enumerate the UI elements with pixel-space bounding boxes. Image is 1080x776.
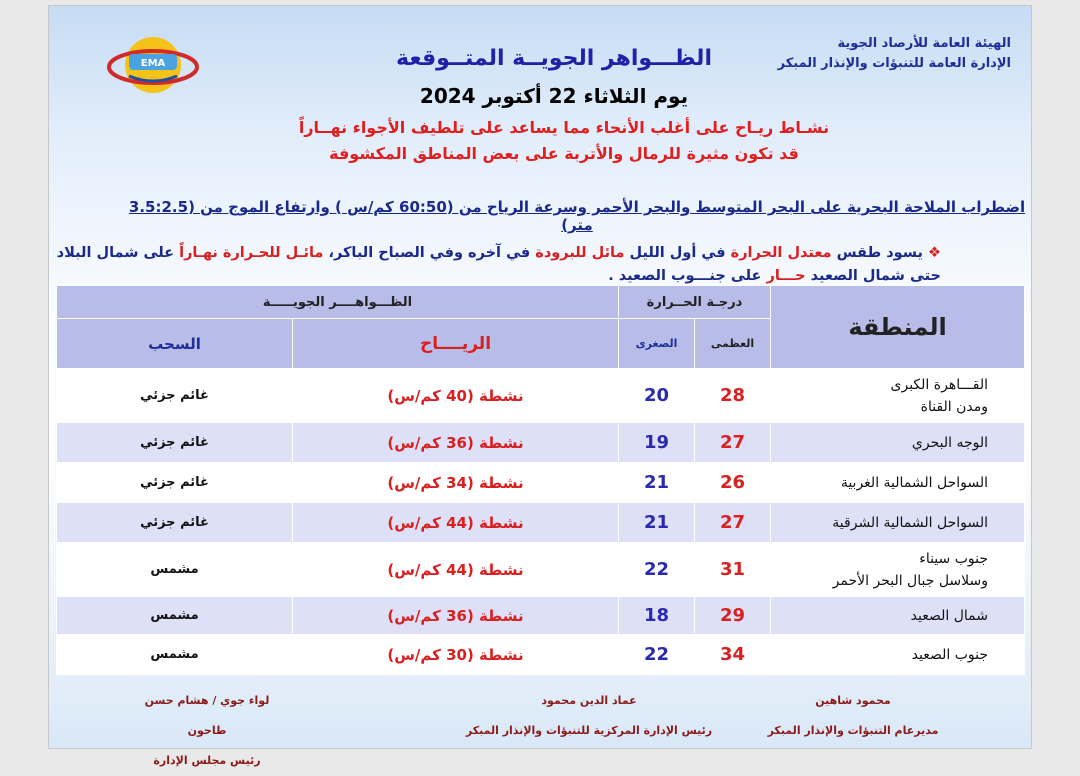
region-cell: شمال الصعيد [771,597,1025,635]
summary-part: على شمال البلاد [56,245,175,261]
forecast-table [56,285,1025,675]
cloud-cell: مشمس [57,597,293,635]
summary-highlight: مائل للبرودة [535,245,625,261]
summary-part: حتى شمال الصعيد [810,268,941,284]
wind-header: الريــــاح [293,319,619,369]
summary-part: على جنـــوب الصعيد . [608,268,762,284]
table-row [57,503,1025,543]
org-line-2: الإدارة العامة للتنبؤات والإنذار المبكر [777,56,1011,71]
cloud-cell: غائم جزئي [57,503,293,543]
table-row [57,635,1025,675]
signature-2 [439,686,739,746]
signature-position: مديرعام التنبؤات والإنذار المبكر [767,724,939,737]
ema-logo-icon [107,34,199,96]
wind-cell: نشطة (36 كم/س) [293,597,619,635]
max-temp-cell: 29 [695,597,771,635]
cloud-cell: غائم جزئي [57,423,293,463]
cloud-header: السحب [57,319,293,369]
max-temp-cell: 28 [695,369,771,423]
signature-position: رئيس مجلس الإدارة [153,754,261,767]
min-temp-cell: 22 [619,635,695,675]
cloud-cell: غائم جزئي [57,463,293,503]
summary-highlight: حـــار [766,268,806,284]
region-header: المنطقة [771,286,1025,369]
table-row [57,369,1025,423]
min-temp-cell: 21 [619,503,695,543]
wind-cell: نشطة (36 كم/س) [293,423,619,463]
min-temp-cell: 18 [619,597,695,635]
min-temp-cell: 20 [619,369,695,423]
alert-line-1: نشـاط ريـاح على أغلب الأنحاء مما يساعد على تلطيف الأجواء نهــاراً [298,118,830,137]
summary-part: في آخره وفي الصباح الباكر، [328,245,531,261]
signature-position: رئيس الإدارة المركزية للتنبؤات والإنذار المبكر [465,724,713,737]
max-temp-header: العظمى [695,319,771,369]
cloud-cell: غائم جزئي [57,369,293,423]
table-row [57,423,1025,463]
summary-part: في أول الليل [629,245,726,261]
signature-name: محمود شاهين [815,694,891,707]
marine-warning: اضطراب الملاحة البحرية على البحر المتوسط والبحر الأحمر وسرعة الرياح من (60:50 كم/س ) وارتفاع الموج من (3.5:2.5 متر) [128,198,1026,234]
wind-cell: نشطة (34 كم/س) [293,463,619,503]
table-row [57,597,1025,635]
signature-name: عماد الدين محمود [541,694,637,707]
bullet-icon: ❖ [928,245,941,261]
min-temp-cell: 19 [619,423,695,463]
max-temp-cell: 27 [695,503,771,543]
table-row [57,543,1025,597]
summary-highlight: معتدل الحرارة [730,245,832,261]
signature-1 [753,686,953,746]
weather-summary [41,242,941,288]
summary-highlight: مائـل للحـرارة نهـاراً [179,245,324,261]
table-row [57,463,1025,503]
region-cell: الوجه البحري [771,423,1025,463]
min-temp-cell: 21 [619,463,695,503]
region-cell: جنوب الصعيد [771,635,1025,675]
region-cell: السواحل الشمالية الشرقية [771,503,1025,543]
page-title: الظـــواهر الجويــة المتــوقعة [395,46,712,71]
max-temp-cell: 34 [695,635,771,675]
table-header-row [57,286,1025,319]
wind-cell: نشطة (44 كم/س) [293,503,619,543]
signature-3 [127,686,287,776]
region-cell: السواحل الشمالية الغربية [771,463,1025,503]
min-temp-header: الصغرى [619,319,695,369]
region-cell: جنوب سيناء وسلاسل جبال البحر الأحمر [771,543,1025,597]
cloud-cell: مشمس [57,543,293,597]
summary-part: يسود طقس [836,245,923,261]
max-temp-cell: 31 [695,543,771,597]
signature-name: لواء جوي / هشام حسن طاحون [144,694,270,737]
wind-cell: نشطة (44 كم/س) [293,543,619,597]
logo-text: EMA [140,58,166,69]
phenomena-header: الظـــواهــــر الجويـــــة [57,286,619,319]
max-temp-cell: 27 [695,423,771,463]
alert-line-2: قد تكون مثيرة للرمال والأتربة على بعض المناطق المكشوفة [329,144,799,163]
region-cell: القـــاهرة الكبرى ومدن القناة [771,369,1025,423]
max-temp-cell: 26 [695,463,771,503]
temperature-header: درجـة الحــرارة [619,286,771,319]
cloud-cell: مشمس [57,635,293,675]
wind-cell: نشطة (30 كم/س) [293,635,619,675]
org-line-1: الهيئة العامة للأرصاد الجوية [837,36,1011,51]
wind-cell: نشطة (40 كم/س) [293,369,619,423]
organization-header [778,34,1011,74]
forecast-date: يوم الثلاثاء 22 أكتوبر 2024 [419,84,689,108]
min-temp-cell: 22 [619,543,695,597]
